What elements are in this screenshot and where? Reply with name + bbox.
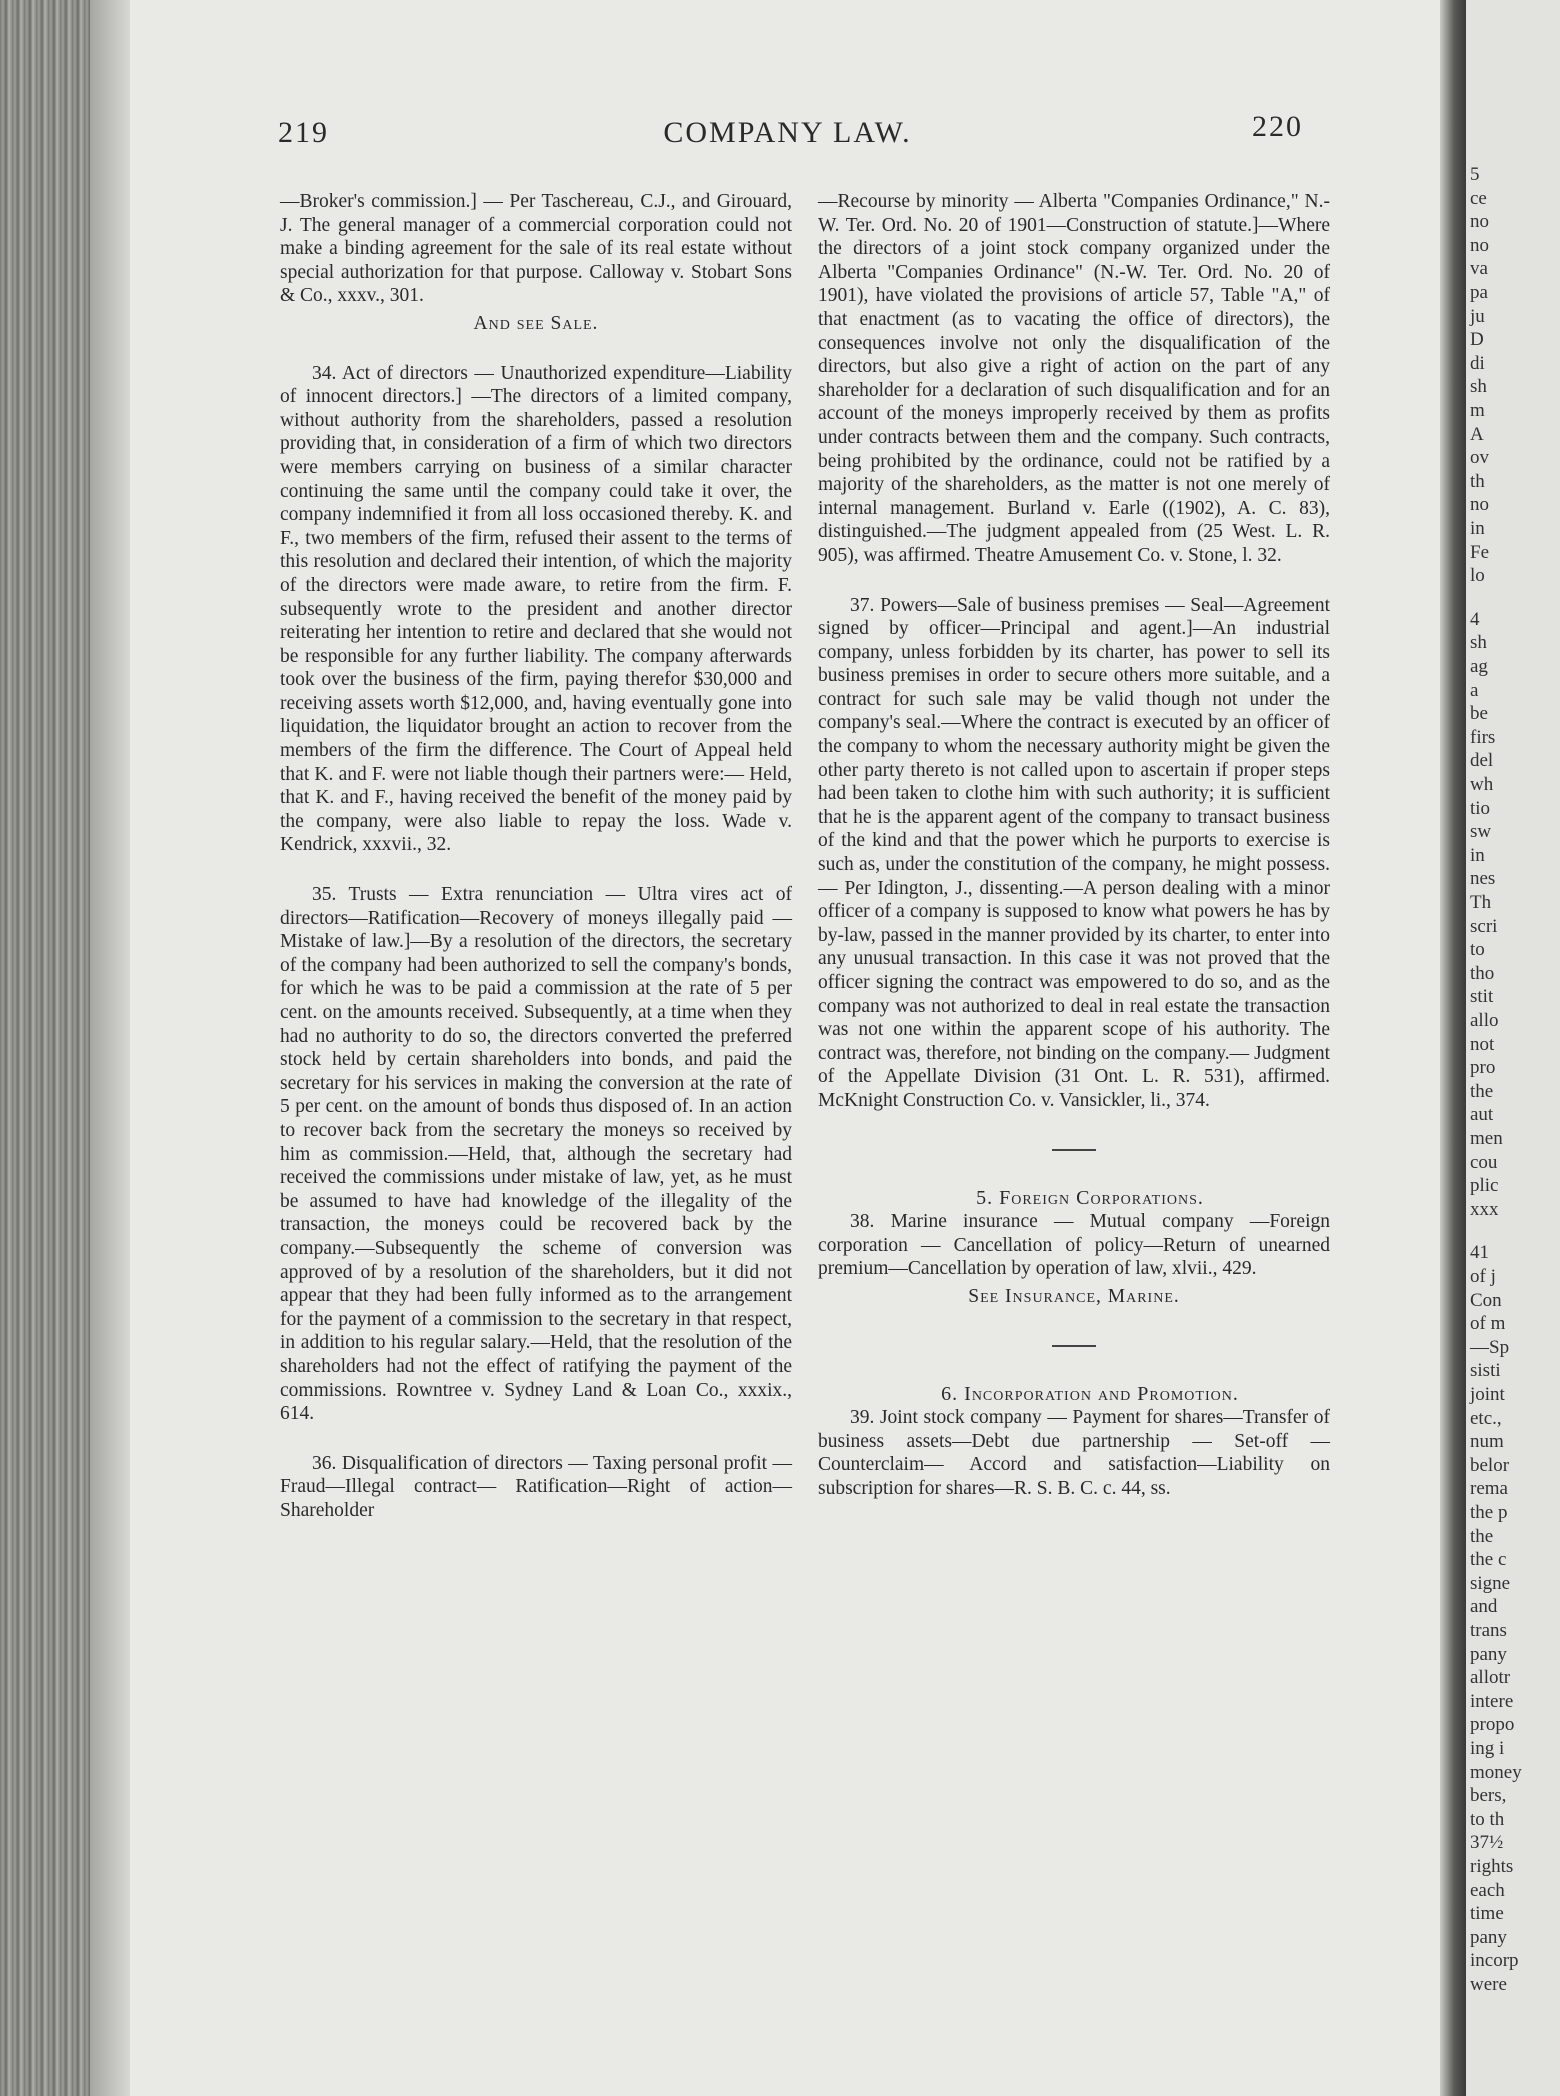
next-page-fragment: scri <box>1470 915 1498 937</box>
next-page-fragment: bers, <box>1470 1785 1507 1807</box>
next-page-fragment: m <box>1470 400 1485 421</box>
next-page-fragment: each <box>1470 1879 1505 1901</box>
next-page-fragment: firs <box>1470 726 1496 748</box>
next-page-fragment: money <box>1470 1761 1522 1783</box>
paragraph-35: 35. Trusts — Extra renunciation — Ultra vires act of directors—Ratification—Recovery of moneys illegally paid — Mistake of law.]—By a resolution of the directors, the secretary of the company had been authorized to sell the company's bonds, for which he was to be paid a commission at the rate of 5 per cent. on the amounts received. Subsequently, at a time when they had no authority to do so, the directors converted the preferred stock held by certain shareholders into bonds, and paid the secretary for his services in making the conversion at the rate of 5 per cent. on the amount of bonds thus disposed of. In an action to recover back from the secretary the moneys so received by him as commission.—Held, that, although the secretary had received the commissions under mistake of law, yet, as he must be assumed to have had knowledge of the illegality of the transaction, the moneys could be recovered back by the company.—Subsequently the scheme of conversion was approved of by a resolution of the shareholders, but it did not appear that they had been fully informed as to the arrangement for the payment of a commission to the secretary in that respect, in addition to his regular salary.—Held, that the resolution of the shareholders had not the effect of ratifying the payment of the commissions. Rowntree v. Sydney Land & Loan Co., xxxix., 614. <box>280 884 792 1425</box>
next-page-fragment: va <box>1470 258 1488 280</box>
next-page-fragment: men <box>1470 1128 1503 1149</box>
next-page-edge <box>1466 0 1560 2096</box>
next-page-fragment: 37½ <box>1470 1832 1504 1854</box>
running-header <box>130 110 1445 156</box>
next-page-fragment: the p <box>1470 1502 1508 1523</box>
next-page-fragment: pany <box>1470 1926 1507 1948</box>
section-divider <box>1052 1345 1096 1347</box>
paragraph-38: 38. Marine insurance — Mutual company —Foreign corporation — Cancellation of policy—Return of unearned premium—Cancellation by operation of law, xlvii., 429. <box>818 1211 1330 1280</box>
left-column <box>280 190 792 1522</box>
section-heading-incorporation: 6. Incorporation and Promotion. <box>941 1382 1239 1405</box>
right-column <box>818 190 1330 1501</box>
next-page-fragment: time <box>1470 1903 1504 1925</box>
next-page-fragment: A <box>1470 423 1484 445</box>
next-page-fragment: 4 <box>1470 608 1480 630</box>
right-page-number: 220 <box>1252 110 1303 143</box>
paragraph-34: 34. Act of directors — Unauthorized expenditure—Liability of innocent directors.] —The directors of a limited company, without authority from the shareholders, passed a resolution providing that, in consideration of a firm of which two directors were members carrying on business of a similar character continuing the same until the company could take it over, the company indemnified it from all loss occasioned thereby. K. and F., two members of the firm, refused their assent to the terms of this resolution and declared their intention, of which the majority of the directors were made aware, to retire from the firm. F. subsequently wrote to the president and another director reiterating her intention to retire and declared that she would not be responsible for any further liability. The company afterwards took over the business of the firm, paying therefor $30,000 and receiving assets worth $12,000, and, having eventually gone into liquidation, the liquidator brought an action to recover from the members of the firm the difference. The Court of Appeal held that K. and F. were not liable though their partners were:— Held, that K. and F., having received the benefit of the money paid by the company, were also liable to repay the loss. Wade v. Kendrick, xxxvii., 32. <box>280 362 792 856</box>
paragraph-37: 37. Powers—Sale of business premises — Seal—Agreement signed by officer—Principal and agent.]—An industrial company, unless forbidden by its charter, has power to sell its business premises in order to secure others more suitable, and a contract for such sale may be valid though not under the company's seal.—Where the contract is executed by an officer of the company to whom the necessary authority might be given the other party thereto is not called upon to ascertain if proper steps had been taken to clothe him with such authority; it is sufficient that he is the apparent agent of the company to transact business of the kind and that the power which he purports to exercise is such as, under the constitution of the company, he might possess.— Per Idington, J., dissenting.—A person dealing with a minor officer of a company is supposed to know what powers he has by by-law, passed in the manner provided by its charter, to enter into any unusual transaction. In this case it was not proved that the officer signing the contract was empowered to do so, and as the company was not authorized to deal in real estate the transaction was not one within the apparent scope of his authority. The contract was, therefore, not binding on the company.— Judgment of the Appellate Division (31 Ont. L. R. 531), affirmed. McKnight Construction Co. v. Vansickler, li., 374. <box>818 594 1330 1111</box>
next-page-fragment: ce <box>1470 187 1487 209</box>
paragraph-39: 39. Joint stock company — Payment for shares—Transfer of business assets—Debt due partnership — Set-off — Counterclaim— Accord and satisfaction—Liability on subscription for shares—R. S. B. C. c. 44, ss. <box>818 1407 1330 1499</box>
next-page-fragment: of j <box>1470 1266 1496 1287</box>
next-page-fragment: rights <box>1470 1856 1514 1877</box>
next-page-fragment: sisti <box>1470 1360 1501 1382</box>
next-page-fragment: ag <box>1470 656 1488 677</box>
next-page-fragment: the <box>1470 1525 1494 1547</box>
running-title: COMPANY LAW. <box>663 116 912 149</box>
next-page-fragment: ov <box>1470 447 1489 469</box>
next-page-fragment: nes <box>1470 868 1496 890</box>
next-page-fragment: tho <box>1470 962 1495 984</box>
book-edge-shadow <box>90 0 130 2096</box>
next-page-fragment: sw <box>1470 821 1492 843</box>
next-page-fragment: no <box>1470 211 1489 233</box>
next-page-fragment: the c <box>1470 1549 1507 1571</box>
next-page-fragment: Fe <box>1470 541 1489 563</box>
next-page-fragment: rema <box>1470 1478 1508 1500</box>
section-divider <box>1052 1149 1096 1151</box>
section-heading-foreign-corporations: 5. Foreign Corporations. <box>976 1186 1204 1209</box>
next-page-fragment: in <box>1470 844 1485 866</box>
cross-reference-sale: And see Sale. <box>473 312 599 334</box>
next-page-fragment: intere <box>1470 1690 1514 1712</box>
paragraph-36: 36. Disqualification of directors — Taxing personal profit — Fraud—Illegal contract— Ratification—Right of action—Shareholder <box>280 1452 792 1521</box>
book-edge-left <box>0 0 90 2096</box>
page <box>130 0 1445 2096</box>
next-page-fragment: no <box>1470 234 1489 256</box>
next-page-fragment: joint <box>1470 1384 1505 1405</box>
left-page-number: 219 <box>278 116 329 149</box>
next-page-fragment: allotr <box>1470 1667 1511 1689</box>
next-page-fragment: —Sp <box>1470 1336 1510 1358</box>
next-page-fragment: sh <box>1470 632 1487 654</box>
next-page-fragment: propo <box>1470 1714 1515 1736</box>
next-page-fragment: to th <box>1470 1808 1505 1830</box>
next-page-fragment: D <box>1470 329 1484 351</box>
next-page-fragment: Th <box>1470 892 1492 913</box>
next-page-fragment: of m <box>1470 1313 1506 1335</box>
next-page-fragment: 5 <box>1470 164 1480 185</box>
next-page-fragment: ing i <box>1470 1738 1505 1759</box>
next-page-fragment: plic <box>1470 1175 1499 1197</box>
next-page-fragment: were <box>1470 1974 1507 1995</box>
next-page-fragment: cou <box>1470 1151 1498 1173</box>
next-page-fragment: th <box>1470 470 1485 492</box>
next-page-fragment: allo <box>1470 1010 1499 1031</box>
next-page-fragment: 41 <box>1470 1242 1489 1264</box>
next-page-fragment: the <box>1470 1080 1494 1102</box>
next-page-fragment: be <box>1470 703 1488 725</box>
next-page-fragment: a <box>1470 679 1479 701</box>
next-page-fragment: and <box>1470 1596 1498 1618</box>
paragraph-brokers-commission: —Broker's commission.] — Per Taschereau, C.J., and Girouard, J. The general manager of a commercial corporation could not make a binding agreement for the sale of its real estate without special authorization for that purpose. Calloway v. Stobart Sons & Co., xxxv., 301. <box>280 191 792 307</box>
next-page-fragment: to <box>1470 939 1485 961</box>
next-page-fragment: tio <box>1470 797 1491 819</box>
next-page-fragment: num <box>1470 1431 1504 1453</box>
next-page-fragment: pro <box>1470 1057 1496 1079</box>
next-page-fragment: in <box>1470 518 1485 539</box>
next-page-fragment: del <box>1470 750 1494 772</box>
cross-reference-insurance: See Insurance, Marine. <box>968 1285 1180 1307</box>
next-page-fragment: aut <box>1470 1104 1494 1126</box>
next-page-fragment: Con <box>1470 1289 1502 1311</box>
paragraph-36-continued: —Recourse by minority — Alberta "Companies Ordinance," N.-W. Ter. Ord. No. 20 of 1901—Construction of statute.]—Where the directors of a joint stock company organized under the Alberta "Companies Ordinance" (N.-W. Ter. Ord. No. 20 of 1901), have violated the provisions of article 57, Table "A," of that enactment (as to vacating the office of directors), the consequences involve not only the disqualification of the directors, but also give a right of action on the part of any shareholder for a declaration of such disqualification and for an account of the moneys improperly received by them as profits under contracts between them and the company. Such contracts, being prohibited by the ordinance, could not be ratified by a majority of the shareholders, as the matter is not one merely of internal management. Burland v. Earle ((1902), A. C. 83), distinguished.—The judgment appealed from (25 West. L. R. 905), was affirmed. Theatre Amusement Co. v. Stone, l. 32. <box>818 191 1330 566</box>
next-page-fragment: no <box>1470 494 1489 516</box>
next-page-fragment: not <box>1470 1033 1495 1055</box>
next-page-fragment: stit <box>1470 986 1494 1008</box>
next-page-fragment: etc., <box>1470 1407 1502 1429</box>
next-page-fragment: xxx <box>1470 1198 1499 1220</box>
next-page-fragment: pa <box>1470 282 1488 303</box>
next-page-fragment: trans <box>1470 1620 1507 1641</box>
next-page-fragment: wh <box>1470 774 1494 795</box>
book-gutter <box>1440 0 1466 2096</box>
next-page-fragment: belor <box>1470 1454 1510 1476</box>
next-page-fragment: ju <box>1470 305 1485 327</box>
next-page-fragment: incorp <box>1470 1950 1519 1972</box>
next-page-fragment: di <box>1470 352 1485 374</box>
next-page-fragment: lo <box>1470 565 1485 587</box>
next-page-fragment: signe <box>1470 1572 1511 1594</box>
next-page-fragment: sh <box>1470 376 1487 398</box>
next-page-fragment: pany <box>1470 1643 1507 1665</box>
